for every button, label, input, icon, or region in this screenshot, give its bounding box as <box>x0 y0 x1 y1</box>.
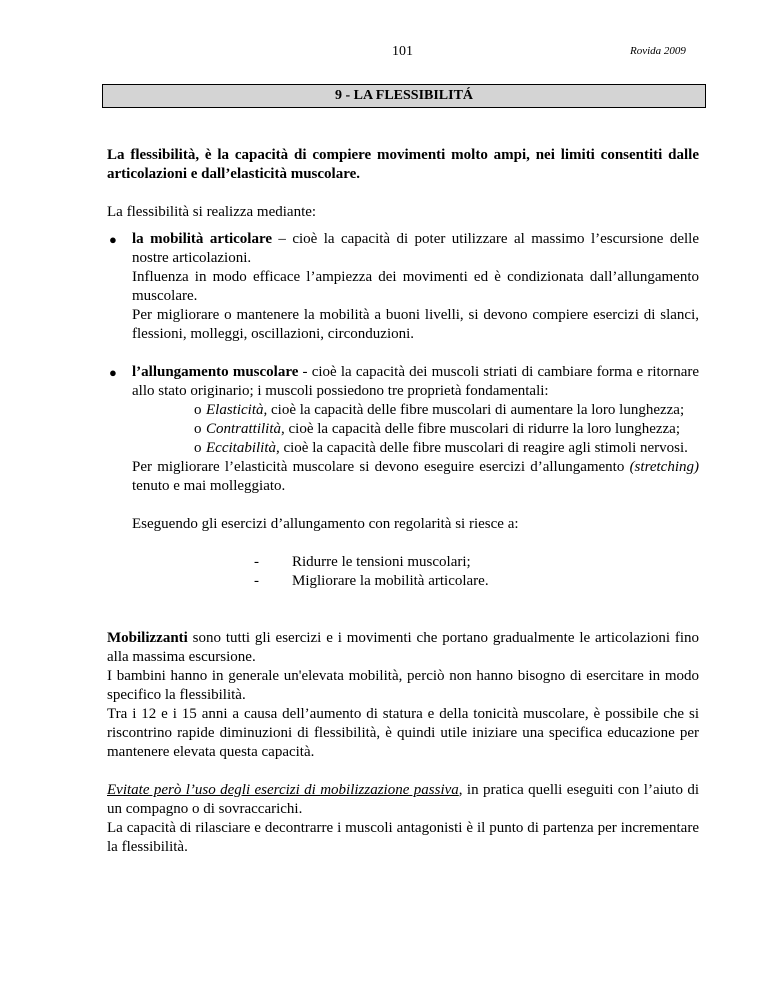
stretching-term: (stretching) <box>629 459 699 475</box>
passiva-warning: Evitate però l’uso degli esercizi di mobilizzazione passiva <box>107 782 459 798</box>
result-text: Ridurre le tensioni muscolari; <box>292 554 471 570</box>
property-name: Eccitabilità <box>206 440 276 456</box>
chapter-title: 9 - LA FLESSIBILITÁ <box>102 84 706 108</box>
bambini-paragraph: I bambini hanno in generale un'elevata mobilità, perciò non hanno bisogno di esercitare in modo specifico la flessibilità. <box>107 668 699 703</box>
stretching-paragraph <box>132 458 699 496</box>
property-item <box>132 439 699 458</box>
allungamento-desc: - cioè la capacità dei muscoli striati di cambiare forma e ritornare allo stato originario; i muscoli possiedono tre proprietà fondamentali: <box>132 364 699 399</box>
eseguendo-line: Eseguendo gli esercizi d’allungamento con regolarità si riesce a: <box>132 516 519 532</box>
bullet-allungamento-text <box>132 363 699 401</box>
dash-bullet: - <box>254 573 259 589</box>
mobilita-influenza: Influenza in modo efficace l’ampiezza dei movimenti ed è condizionata dall’allungamento muscolare. <box>132 269 699 304</box>
result-item <box>132 553 699 572</box>
property-desc: , cioè la capacità delle fibre muscolari di reagire agli stimoli nervosi. <box>275 440 688 456</box>
results-list <box>132 553 699 591</box>
eta-paragraph: Tra i 12 e i 15 anni a causa dell’aumento di statura e della tonicità muscolare, è possibile che si riscontrino rapide diminuzioni di flessibilità, è quindi utile iniziare una specifica educazione per mantenere elevata questa capacità. <box>107 706 699 760</box>
term-allungamento: l’allungamento muscolare <box>132 364 299 380</box>
property-name: Contrattilità <box>206 421 282 437</box>
circle-bullet-icon: o <box>194 402 202 418</box>
result-text: Migliorare la mobilità articolare. <box>292 573 489 589</box>
mobilizzanti-paragraph <box>107 629 699 667</box>
intro-definition: La flessibilità, è la capacità di compiere movimenti molto ampi, nei limiti consentiti dalle articolazioni e dall’elasticità muscolare. <box>107 147 699 182</box>
property-desc: cioè la capacità delle fibre muscolari di aumentare la loro lunghezza; <box>267 402 685 418</box>
realizza-line: La flessibilità si realizza mediante: <box>107 204 317 220</box>
property-item <box>132 401 699 420</box>
bullet-mobilita <box>107 230 699 344</box>
antagonisti-paragraph: La capacità di rilasciare e decontrarre i muscoli antagonisti è il punto di partenza per incrementare la flessibilità. <box>107 820 699 855</box>
mobilizzanti-desc: sono tutti gli esercizi e i movimenti che portano gradualmente le articolazioni fino alla massima escursione. <box>107 630 699 665</box>
term-mobilizzanti: Mobilizzanti <box>107 630 188 646</box>
bullet-icon: ● <box>109 232 117 247</box>
bullet-allungamento <box>107 363 699 591</box>
dash-bullet: - <box>254 554 259 570</box>
document-body <box>107 146 699 857</box>
term-mobilita: la mobilità articolare <box>132 231 273 247</box>
bullet-mobilita-text <box>132 230 699 268</box>
passiva-paragraph <box>107 781 699 819</box>
mobilita-migliorare: Per migliorare o mantenere la mobilità a buoni livelli, si devono compiere esercizi di slanci, flessioni, molleggi, oscillazioni, circonduzioni. <box>132 307 699 342</box>
property-desc: , cioè la capacità delle fibre muscolari di ridurre la loro lunghezza; <box>281 421 680 437</box>
bullet-icon: ● <box>109 365 117 380</box>
circle-bullet-icon: o <box>194 421 202 437</box>
property-item <box>132 420 699 439</box>
property-name: Elasticità, <box>206 402 268 418</box>
stretching-text: Per migliorare l’elasticità muscolare si devono eseguire esercizi d’allungamento <box>132 459 630 475</box>
circle-bullet-icon: o <box>194 440 202 456</box>
page-number: 101 <box>392 44 413 59</box>
mobilita-desc: – cioè la capacità di poter utilizzare al massimo l’escursione delle nostre articolazioni. <box>132 231 699 266</box>
stretching-text-end: tenuto e mai molleggiato. <box>132 478 286 494</box>
passiva-desc: , in pratica quelli eseguiti con l’aiuto di un compagno o di sovraccarichi. <box>107 782 699 817</box>
result-item <box>132 572 699 591</box>
header-author: Rovida 2009 <box>630 45 686 57</box>
